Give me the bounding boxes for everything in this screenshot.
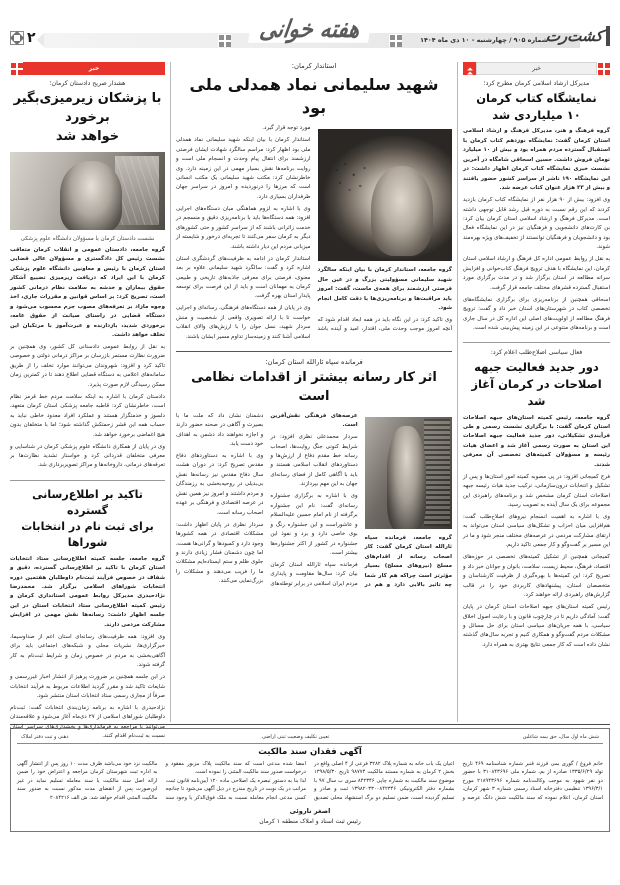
paragraph: به نقل از روابط عمومی اداره کل فرهنگ و ارشاد اسلامی استان کرمان، این نمایشگاه با هدف ترویج فرهنگ کتاب‌خوانی و افزایش سرانه مطالعه در استان برگزار شد و در مدت برگزاری مورد استقبال گسترده قشرهای مختلف جامعه قرار گرفت.: [463, 256, 610, 291]
badge-mark-icon: [463, 62, 476, 75]
column-right: [458, 62, 610, 722]
badge-flower-icon: [597, 62, 610, 75]
headline-election-2[interactable]: برای ثبت نام در انتخابات شوراها: [21, 519, 154, 549]
column-middle: [170, 62, 458, 722]
badge-flower-icon: [10, 62, 23, 75]
paragraph: به نقل از روابط عمومی دادستانی کل کشور، وی همچنین بر ضرورت نظارت مستمر بازرسان بر مراکز درمانی دولتی و خصوصی تاکید کرد و افزود: شهروندان می‌توانند موارد تخلف را از طریق سامانه‌های اعلامی به دستگاه قضایی اطلاع دهند تا در کمترین زمان ممکن رسیدگی لازم صورت پذیرد.: [10, 344, 165, 388]
paragraph: وی با اشاره به لزوم هماهنگی میان دستگاه‌های اجرایی افزود: همه دستگاه‌ها باید با برنامه‌ریزی دقیق و منسجم در خدمت زائرانی باشند که از سراسر کشور و حتی کشورهای دیگر به کرمان سفر می‌کنند تا تجربه‌ای درخور و شایسته از میزبانی مردم این دیار داشته باشند.: [176, 205, 311, 250]
paragraph: وی در پایان از همه دستگاه‌های فرهنگی، رسانه‌ای و اجرایی خواست تا با ارائه تصویری واقعی از شخصیت و منش سردار شهید، نسل جوان را با ارزش‌های والای انقلاب اسلامی آشنا کنند و زمینه‌ساز تداوم مسیر ایشان باشند.: [176, 305, 311, 340]
sepah-text-columns: [176, 412, 452, 591]
badge-label-right: خبر: [476, 62, 597, 75]
notice-signature: [17, 806, 603, 826]
paragraph: سردار نظری در پایان اظهار داشت: مشکلات اقتصادی در همه کشورها وجود دارد و کمبودها و گرانی‌ها هست، اما چون دشمنان فشار زیادی دارند و جلوی ظلم و ستم ایستاده‌ایم مشکلات ما را فریب می‌دهند و مشکلات را بزرگ‌نمایی می‌کنند.: [176, 521, 264, 585]
notices-frame: [10, 728, 610, 832]
photo-sepah-commander: [365, 417, 452, 529]
paragraph: اسحاقی همچنین از برنامه‌ریزی برای برگزاری نمایشگاه‌های تخصصی کتاب در شهرستان‌های استان خبر داد و گفت: ترویج فرهنگ مطالعه از اولویت‌های اصلی این اداره کل در سال جاری است و برنامه‌های متنوعی در این زمینه پیش‌بینی شده است.: [463, 296, 610, 331]
headline-reform-front-2[interactable]: اصلاحات در کرمان آغاز شد: [471, 377, 602, 408]
headline-book-fair-1[interactable]: نمایشگاه کتاب کرمان: [476, 91, 597, 106]
photo-prosecutor: [10, 152, 165, 230]
paragraph: گروه جامعه، استاندار کرمان با بیان اینکه سالگرد شهید سلیمانی مسؤولیتی بزرگ و در عین حال فرصتی ارزشمند برای همه‌ی ماست، گفت: امروز باید مراقبت‌ها و برنامه‌ریزی‌ها با دقت کامل انجام شود.: [317, 267, 452, 312]
kicker-sepah-media: فرمانده سپاه ثارالله استان کرمان:: [265, 358, 363, 367]
paragraph: کمیجانی همچنین از تشکیل کمیته‌های تخصصی در حوزه‌های اقتصاد، فرهنگ، محیط زیست، سلامت، بانوان و جوانان خبر داد و تصریح کرد: این کمیته‌ها با بهره‌گیری از ظرفیت کارشناسان و متخصصان استان، پیشنهادهای کاربردی خود را در قالب گزارش‌های راهبردی ارائه خواهند کرد.: [463, 554, 610, 599]
kicker-reform-front: فعال سیاسی اصلاح‌طلب اعلام کرد:: [490, 349, 583, 357]
news-badge-right: [463, 62, 610, 75]
body-reform-front: [463, 414, 610, 651]
kicker-book-fair: مدیرکل ارشاد اسلامی کرمان مطرح کرد؛: [483, 80, 590, 87]
notice-strip-item: تعیین تکلیف وضعیت ثبتی اراضی: [262, 734, 330, 740]
section-title-wrap: [10, 17, 610, 41]
kicker-soleimani: استاندار کرمان:: [291, 62, 337, 70]
paragraph: فرمانده سپاه ثارالله استان کرمان بیان کرد: سال‌ها مقاومت و پایداری مردم ایران اسلامی در برابر توطئه‌های دشمنان نشان داد که ملت ما با بصیرت و آگاهی در صحنه حضور دارند و اجازه نخواهند داد دشمن به اهداف خود دست یابد.: [176, 412, 358, 587]
paragraph: سردار محمدعلی نظری افزود: در شرایط کنونی جنگ روایت‌ها، اصحاب رسانه خط مقدم دفاع از ارزش‌ها و دستاوردهای انقلاب اسلامی هستند و باید با آگاهی کامل از فضای رسانه‌ای جهان به این مهم بپردازند.: [270, 434, 358, 488]
headline-reform-front-1[interactable]: دور جدید فعالیت جبهه: [474, 360, 599, 375]
notice-paragraph: لذا بنا به دستور تبصره یک اصلاحی ماده ۱۲۰ آیین‌نامه قانون ثبت، مراتب در یک نوبت در تاریخ مندرج در ذیل آگهی می‌شود تا چنانچه کسی مدعی انجام معامله نسبت به ملک فوق‌الذکر یا وجود سند مالکیت نزد خود می‌باشد ظرف مدت ۱۰ روز پس از انتشار آگهی به اداره ثبت شهرستان کرمان مراجعه و اعتراض خود را ضمن ارائه اصل سند مالکیت یا سند معامله تسلیم نماید در غیر این‌صورت پس از انقضای مدت مذکور نسبت به صدور سند مالکیت المثنی اقدام خواهد شد. ش الف ۲۰۸۴۲۱۶: [17, 761, 306, 801]
page-number-block: [10, 30, 36, 46]
photo-soleimani: [318, 129, 453, 261]
notice-title: آگهی فقدان سند مالکیت: [258, 747, 362, 757]
paragraph: وی تاکید کرد: در این نگاه باید در همه ابعاد اقدام شود که آنچه امروز موجب وحدت ملی، اقتدار، امید و آینده باشد مورد توجه قرار گیرد.: [262, 125, 452, 333]
article-reform-front: [463, 349, 610, 650]
signatory-title: رئیس ثبت اسناد و املاک منطقه ۱ کرمان: [259, 817, 361, 825]
headline-book-fair-2[interactable]: ۱۰ میلیاردی شد: [492, 107, 581, 122]
body-prosecutor: [10, 246, 165, 471]
paragraph: وی در پایان از همکاری دانشگاه علوم پزشکی کرمان در شناسایی و معرفی متخلفان قدردانی کرد و خواستار تشدید نظارت‌ها بر تعرفه‌های درمانی، داروخانه‌ها و مراکز تصویربرداری شد.: [10, 443, 165, 469]
body-book-fair: [463, 127, 610, 333]
masthead-ornament-left-icon: [218, 34, 231, 47]
headline-election-1[interactable]: تاکید بر اطلاع‌رسانی گسترده: [32, 487, 143, 517]
paragraph: وی با اشاره به برگزاری جشنواره رسانه‌ای گفت: نام این جشنواره برگرفته از نام امام حسین علیه‌السلام و عاشوراست و این جشنواره رنگ و بوی خاصی دارد و برد و نفوذ این جشنواره در کشور از اکثر جشنواره‌ها بیشتر است.: [270, 493, 358, 557]
signatory-name: اصغر ناروئی: [289, 807, 331, 816]
caption-prosecutor: نشست دادستان کرمان با مسؤولان دانشگاه علوم پزشکی: [20, 235, 155, 242]
masthead: [10, 12, 610, 58]
article-sepah-media: [176, 358, 452, 590]
paragraph: گروه جامعه، فرمانده سپاه ثارالله استان کرمان گفت: کار اصحاب رسانه از اقدام‌های مسلح (نیروهای مسلح) بسیار مؤثرتر است چراکه هم کار شما چه تاثیر بالایی دارد و هم در عرصه‌های فرهنگی نقش‌آفرین است.: [270, 412, 452, 588]
publication-name: كشت‌رت: [545, 26, 604, 45]
paragraph: استاندار کرمان در ادامه به ظرفیت‌های گردشگری استان اشاره کرد و گفت: سالگرد شهید سلیمانی علاوه بر بعد معنوی، فرصتی برای معرفی جاذبه‌های تاریخی و طبیعی کرمان به مهمانان است و باید از این فرصت برای توسعه پایدار استان بهره گرفت.: [176, 255, 311, 300]
news-badge-left: [10, 62, 165, 75]
paragraph: گروه جامعه، جلسه کمیته اطلاع‌رسانی ستاد انتخابات استان کرمان با تاکید بر اطلاع‌رسانی گسترده، دقیق و شفاف در خصوص فرآیند ثبت‌نام داوطلبان هفتمین دوره انتخابات شوراهای اسلامی برگزار شد. محمدرضا نژادحیدری مدیرکل روابط عمومی استانداری کرمان و رئیس کمیته اطلاع‌رسانی ستاد انتخابات استان در این جلسه اظهار داشت: رسانه‌ها نقش مهمی در افزایش مشارکت مردمی دارند.: [10, 555, 165, 628]
notice-strip-item: شش ماه اول سال، حق بیمه شاغلین: [522, 734, 599, 740]
notice-body: [17, 760, 603, 802]
paragraph: فرج کمیجانی افزود: در پی مصوبه کمیته امور استان‌ها و پس از تشکیل و انتخابات درون‌سازمانی، ترکیب جدید هیات رئیسه جبهه اصلاحات استان کرمان مشخص شد و برنامه‌های راهبردی این مجموعه برای یک سال آینده به تصویب رسید.: [463, 473, 610, 509]
divider: [176, 351, 452, 352]
article-soleimani: [176, 62, 452, 342]
notice-paragraph: خانم فروغ / گوری بمی فرزند قنبر شماره شناسنامه ۴۶۹ تاریخ تولد ۱۳۳۵/۶/۲۹ صادره از بم، شماره ملی ۳۱۰۸۴۳۶۹۶ با حضور دو نفر شهود به موجب وکالت‌نامه شماره ۲۱۸۹۴۳۶۹۶ مورخ ۱۳۹۶/۳/۱ تنظیمی دفترخانه اسناد رسمی شماره ۳ شهر کرمان، استان کرمان، اعلام نموده که سند مالکیت شش دانگ عرصه و اعیان یک باب خانه به شماره پلاک ۳۲۸۲ فرعی از ۴ اصلی واقع در بخش ۲ کرمان به شماره مستند مالکیت ۹۸۷۷۴ تاریخ ۱۳۹۸/۵/۳۰ موضوع سند مالکیت به شماره چاپی ۸۴۲۳۴۶ سری ب سال ۹۷ با بشماره دفتر الکترونیکی ۱۳۹۸۲۰۳۳۰۰۸۴۲۳۴۶ ثبت و صادر و تسلیم گردیده است، ضمن تسلیم دو برگ استشهاد محلی تصدیق امضا شده مدعی است که سند مالکیت پلاک مزبور مفقود و درخواست صدور سند مالکیت المثنی را نموده است.: [165, 761, 604, 801]
divider: [463, 342, 610, 343]
issue-date-line: شماره ۹۰۵ / چهارشنبه - ۱۰ دی ماه ۱۴۰۴: [420, 36, 548, 44]
article-election-info: [10, 487, 165, 742]
headline-prosecutor-2[interactable]: خواهد شد: [55, 128, 120, 144]
paragraph: وی با اشاره به دستاوردهای دفاع مقدس تصریح کرد: در دوران هشت سال دفاع مقدس نیز رسانه‌ها نقش بی‌بدیلی در روحیه‌بخشی به رزمندگان و مردم داشتند و امروز نیز همین نقش در عرصه اقتصادی و فرهنگی بر عهده اصحاب رسانه است.: [176, 453, 264, 516]
masthead-ornament-right-icon: [389, 34, 402, 47]
paragraph: استاندار کرمان با بیان اینکه شهید سلیمانی نماد همدلی ملی بود اظهار کرد: مراسم سالگرد شهادت ایشان فرصتی ارزشمند برای انتقال پیام وحدت و انسجام ملی است و روایت برنامه‌ها نقش بسیار مهمی در این زمینه دارد. وی خاطرنشان کرد: مکتب شهید سلیمانی یک مکتب انسانی است که مرزها را درنوردیده و امروز در سراسر جهان طرفداران بسیاری دارد.: [176, 137, 311, 200]
paragraph: گروه جامعه، رئیس کمیته استان‌های جبهه اصلاحات استان کرمان گفت: با برگزاری نشست رسمی و طی فرآیندی تشکیلاتی، دور جدید فعالیت جبهه اصلاحات این استان به صورت رسمی آغاز شد و اعضای هیات رئیسه و مسؤولان کمیته‌های تخصصی آن معرفی شدند.: [463, 414, 610, 468]
divider: [10, 480, 165, 481]
kicker-prosecutor: هشدار صریح دادستان کرمان؛: [49, 80, 126, 87]
paragraph: وی با اشاره به اهمیت انسجام نیروهای اصلاح‌طلب گفت: هم‌افزایی میان احزاب و تشکل‌های سیاسی استان می‌تواند به ارتقای مشارکت مردمی در عرصه‌های مختلف منجر شود و ما در این مسیر بر گفت‌وگو و کار جمعی تاکید داریم.: [463, 514, 610, 549]
paragraph: رئیس کمیته استان‌های جبهه اصلاحات استان کرمان در پایان گفت: آمادگی داریم تا در چارچوب قانون و با رعایت اصول اخلاق سیاسی، با همه جریان‌های سیاسی استان برای حل مسائل و مشکلات مردم گفت‌وگو و همکاری کنیم و تجربه سال‌های گذشته نشان داده است که کار جمعی نتایج بهتری به همراه دارد.: [463, 604, 610, 648]
paragraph: گروه جامعه، دادستان عمومی و انقلاب کرمان متعاقب نشست رئیس کل دادگستری و مسؤولان عالی قضایی استان کرمان با رئیس و معاونین دانشگاه علوم پزشکی کرمان با این ایراد که دریافت زیرمیزی تضییع آشکار حقوق بیماران و خدشه به سلامت نظام درمانی کشور است، تصریح کرد: بر اساس قوانین و مقررات جاری، اخذ وجوه مازاد بر تعرفه‌های مصوب جرم محسوب می‌شود و دستگاه قضایی در راستای صیانت از حقوق عامه، برخوردی شدید، بازدارنده و عبرت‌آموز با مرتکبان این تخلف خواهد داشت.: [10, 246, 165, 339]
notice-strip-item: دهنی و ثبت دفتر املاک: [21, 734, 69, 740]
page-flower-icon: [10, 31, 24, 45]
paragraph: دادستان کرمان با اشاره به اینکه سلامت مردم خط قرمز نظام است، خاطرنشان کرد: قاطبه جامعه پزشکی استان کرمان متعهد، دلسوز و خدمتگزار هستند و عملکرد افراد معدود خاطی نباید به حساب همه این قشر زحمتکش گذاشته شود؛ اما با متخلفان بدون هیچ اغماضی برخورد خواهد شد.: [10, 393, 165, 438]
headline-prosecutor-1[interactable]: با پزشکان زیرمیزی‌بگیر برخورد: [13, 91, 162, 125]
article-book-fair: [463, 80, 610, 333]
newspaper-page: [0, 12, 620, 885]
article-prosecutor: [10, 80, 165, 471]
headline-sepah-media[interactable]: اثر کار رسانه بیشتر از اقدامات نظامی است: [191, 370, 437, 404]
paragraph: وی افزود: بیش از ۹۰ هزار نفر از نمایشگاه کتاب کرمان بازدید کردند که این رقم نسبت به دوره قبل رشد قابل توجهی داشته است. مدیرکل فرهنگ و ارشاد اسلامی استان کرمان بیان کرد: بن کارت‌های دانشجویی و فرهنگیان نیز در این نمایشگاه فعال بود و دانشجویان و فرهنگیان توانستند از تخفیف‌های ویژه بهره‌مند شوند.: [463, 197, 611, 251]
headline-soleimani[interactable]: شهید سلیمانی نماد همدلی ملی بود: [189, 74, 439, 118]
badge-label-left: خبر: [23, 62, 165, 75]
soleimani-text-columns: [176, 124, 452, 342]
paragraph: در این جلسه همچنین بر ضرورت پرهیز از انتشار اخبار غیررسمی و شایعات تاکید شد و مقرر گردید اطلاعات مربوط به فرآیند انتخابات صرفاً از مجاری رسمی ستاد انتخابات استان منتشر شود.: [10, 674, 165, 699]
paragraph: وی افزود: همه ظرفیت‌های رسانه‌ای استان اعم از صداوسیما، خبرگزاری‌ها، نشریات محلی و شبکه‌های اجتماعی باید برای آگاهی‌بخشی به مردم در خصوص زمان و شرایط ثبت‌نام به کار گرفته شوند.: [10, 633, 165, 669]
paragraph: گروه فرهنگ و هنر، مدیرکل فرهنگ و ارشاد اسلامی استان کرمان گفت: نمایشگاه نوزدهم کتاب کرمان با استقبال گسترده مردم همراه بود و بیش از ۱۰ میلیارد تومان فروش داشت. حسین اسحاقی شامگاه در آخرین نشست خبری نمایشگاه کتاب کرمان اظهار داشت: در این نمایشگاه ۱۹۰ ناشر از سراسر کشور حضور یافتند و بیش از ۲۳ هزار عنوان کتاب عرضه شد.: [463, 128, 611, 192]
body-election-info: [10, 555, 165, 742]
paragraph: نژادحیدری با اشاره به برنامه زمان‌بندی انتخابات گفت: ثبت‌نام داوطلبان شوراهای اسلامی از ۲۷ دی‌ماه آغاز می‌شود و علاقه‌مندان می‌توانند با مراجعه به فرمانداری‌ها و بخشداری‌های سراسر استان نسبت به ثبت‌نام اقدام کنند.: [10, 704, 165, 740]
section-title: هفته خوانی: [248, 15, 372, 43]
page-number: ۲: [27, 30, 36, 46]
